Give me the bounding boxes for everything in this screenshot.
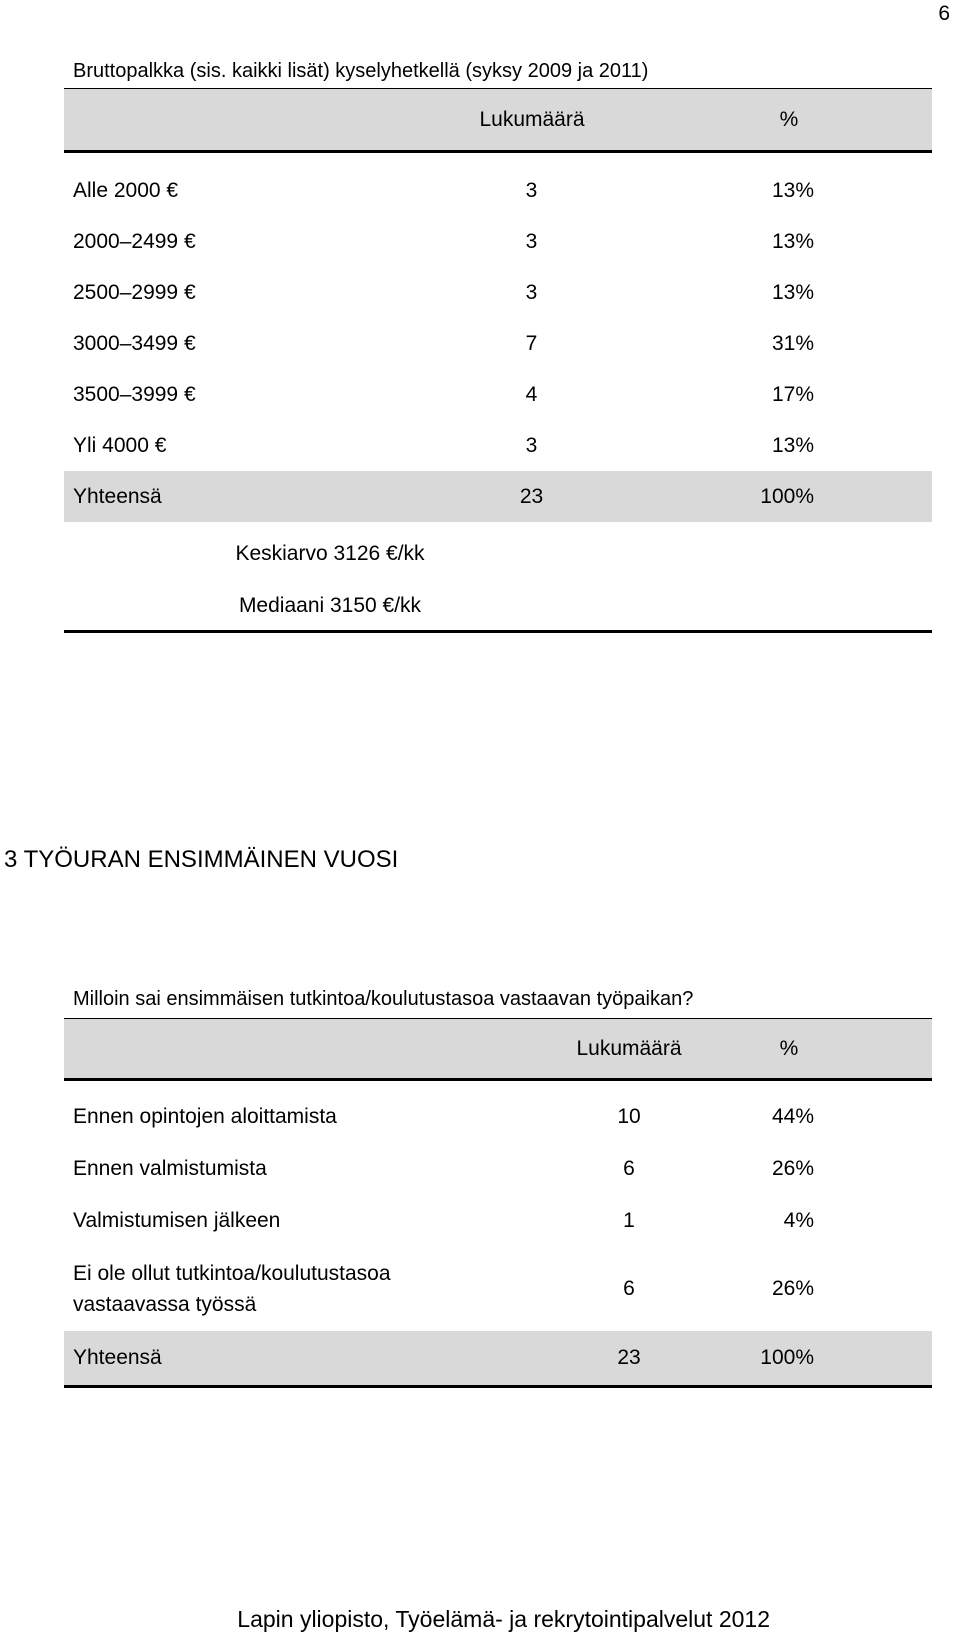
row-percent: 31% <box>771 331 814 355</box>
table-header-row <box>64 1019 932 1078</box>
table-bottom-rule <box>64 1385 932 1388</box>
row-count: 6 <box>623 1157 635 1180</box>
row-count: 7 <box>525 331 538 355</box>
row-count: 3 <box>525 229 538 253</box>
row-percent: 17% <box>771 382 814 406</box>
total-percent: 100% <box>760 484 814 508</box>
table-total-row <box>64 1331 932 1385</box>
section-heading: 3 TYÖURAN ENSIMMÄINEN VUOSI <box>4 846 399 873</box>
salary-table-bottom-rule <box>64 630 932 633</box>
total-label: Yhteensä <box>73 484 162 508</box>
salary-table <box>64 88 932 522</box>
table-total-row <box>64 471 932 522</box>
page-number: 6 <box>938 2 950 25</box>
row-count: 10 <box>617 1105 641 1128</box>
row-percent: 13% <box>771 179 814 202</box>
total-count: 23 <box>617 1346 641 1369</box>
row-count: 1 <box>623 1209 635 1232</box>
salary-table-caption: Bruttopalkka (sis. kaikki lisät) kyselyhetkellä (syksy 2009 ja 2011) <box>73 60 649 82</box>
row-label: 2500–2999 € <box>73 280 196 304</box>
row-count: 3 <box>525 179 538 202</box>
row-label: 2000–2499 € <box>73 229 196 253</box>
row-count: 4 <box>525 382 538 406</box>
row-label: Ennen valmistumista <box>73 1157 267 1180</box>
row-percent: 13% <box>771 433 814 457</box>
row-percent: 26% <box>771 1157 814 1180</box>
first-job-table <box>64 1018 932 1388</box>
page-footer: Lapin yliopisto, Työelämä- ja rekrytointipalvelut 2012 <box>237 1606 770 1632</box>
total-percent: 100% <box>760 1346 814 1369</box>
table-row <box>64 420 932 471</box>
table-row <box>64 267 932 318</box>
row-percent: 4% <box>783 1209 814 1232</box>
table-row <box>64 1247 932 1331</box>
row-percent: 13% <box>771 280 814 304</box>
table-row <box>64 369 932 420</box>
row-count: 3 <box>525 280 538 304</box>
salary-mean: Keskiarvo 3126 €/kk <box>235 542 425 565</box>
row-label: Valmistumisen jälkeen <box>73 1209 281 1232</box>
row-percent: 13% <box>771 229 814 253</box>
total-count: 23 <box>519 484 544 508</box>
row-label: 3500–3999 € <box>73 382 196 406</box>
table-row <box>64 216 932 267</box>
row-label: Ei ole ollut tutkintoa/koulutustasoa vastaavassa työssä <box>73 1262 391 1316</box>
table-row <box>64 318 932 369</box>
row-label: Ennen opintojen aloittamista <box>73 1105 337 1128</box>
column-header-count: Lukumäärä <box>479 107 585 131</box>
row-label: 3000–3499 € <box>73 331 196 355</box>
row-label: Alle 2000 € <box>73 179 179 202</box>
table-row <box>64 1143 932 1195</box>
table-row <box>64 166 932 216</box>
row-percent: 26% <box>771 1277 814 1300</box>
table-row <box>64 1195 932 1247</box>
table-header-row <box>64 89 932 150</box>
row-count: 6 <box>623 1277 635 1300</box>
salary-median: Mediaani 3150 €/kk <box>238 594 422 617</box>
column-header-percent: % <box>779 107 799 131</box>
column-header-percent: % <box>779 1036 799 1060</box>
row-count: 3 <box>525 433 538 457</box>
column-header-count: Lukumäärä <box>576 1036 682 1060</box>
first-job-table-caption: Milloin sai ensimmäisen tutkintoa/koulutustasoa vastaavan työpaikan? <box>73 988 694 1010</box>
total-label: Yhteensä <box>73 1346 162 1369</box>
row-label: Yli 4000 € <box>73 433 167 457</box>
table-row <box>64 1091 932 1143</box>
row-percent: 44% <box>771 1105 814 1128</box>
